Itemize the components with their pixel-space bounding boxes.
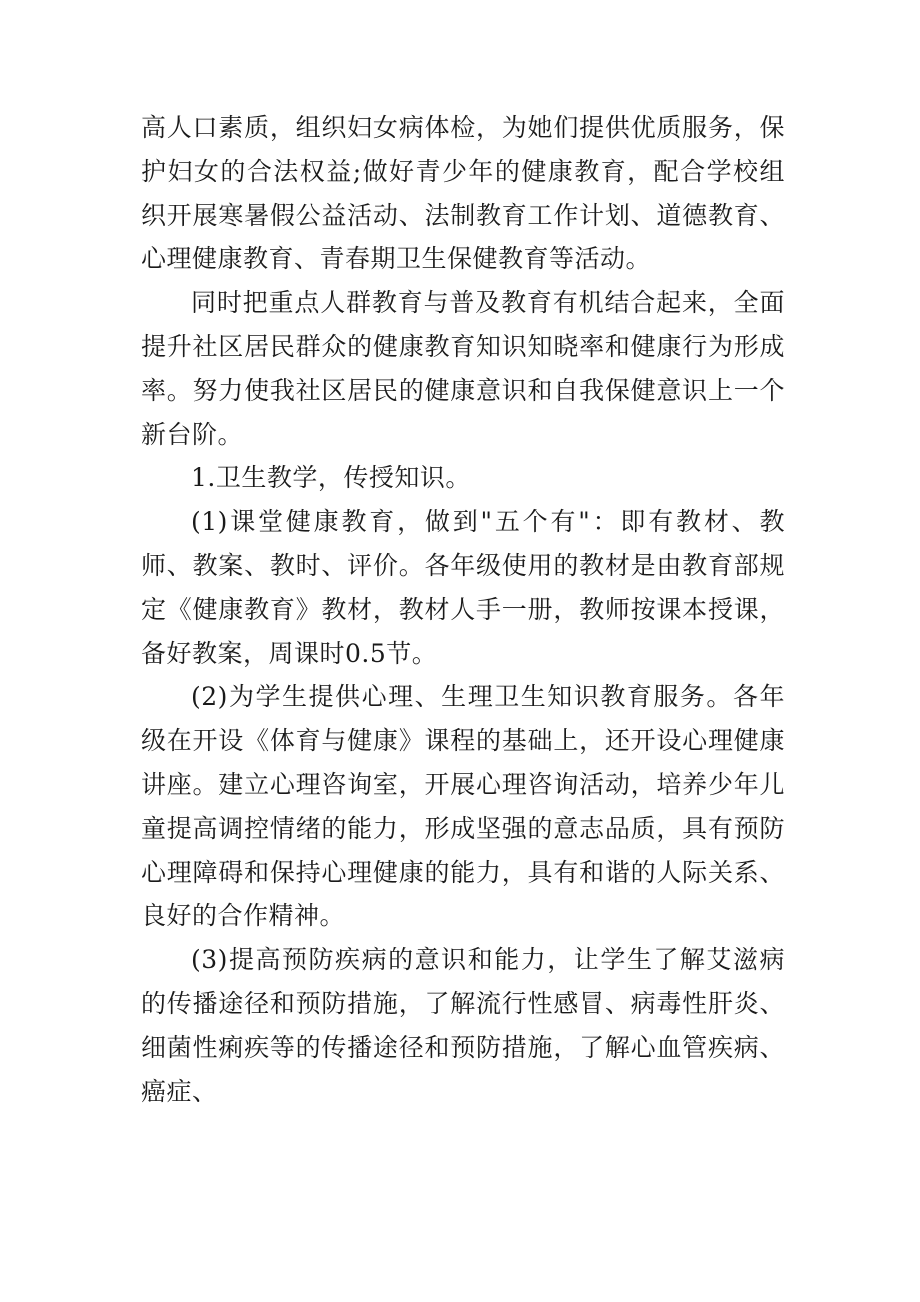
paragraph-psychological-services: (2)为学生提供心理、生理卫生知识教育服务。各年级在开设《体育与健康》课程的基础上，还开设心理健康讲座。建立心理咨询室，开展心理咨询活动，培养少年儿童提高调控情绪的能力，形成坚强的意志品质，具有预防心理障碍和保持心理健康的能力，具有和谐的人际关系、良好的合作精神。 bbox=[141, 682, 785, 931]
paragraph-disease-prevention: (3)提高预防疾病的意识和能力，让学生了解艾滋病的传播途径和预防措施，了解流行性感冒、病毒性肝炎、细菌性痢疾等的传播途径和预防措施，了解心血管疾病、癌症、 bbox=[141, 945, 785, 1106]
section-heading-hygiene-teaching: 1.卫生教学，传授知识。 bbox=[191, 463, 471, 493]
paragraph-continuation: 高人口素质，组织妇女病体检，为她们提供优质服务，保护妇女的合法权益;做好青少年的健康教育，配合学校组织开展寒暑假公益活动、法制教育工作计划、道德教育、心理健康教育、青春期卫生保健教育等活动。 bbox=[141, 113, 785, 274]
paragraph-health-awareness: 同时把重点人群教育与普及教育有机结合起来，全面提升社区居民群众的健康教育知识知晓率和健康行为形成率。努力使我社区居民的健康意识和自我保健意识上一个新台阶。 bbox=[141, 288, 785, 449]
paragraph-classroom-education: (1)课堂健康教育，做到"五个有"：即有教材、教师、教案、教时、评价。各年级使用的教材是由教育部规定《健康教育》教材，教材人手一册，教师按课本授课，备好教案，周课时0.5节。 bbox=[141, 507, 785, 668]
